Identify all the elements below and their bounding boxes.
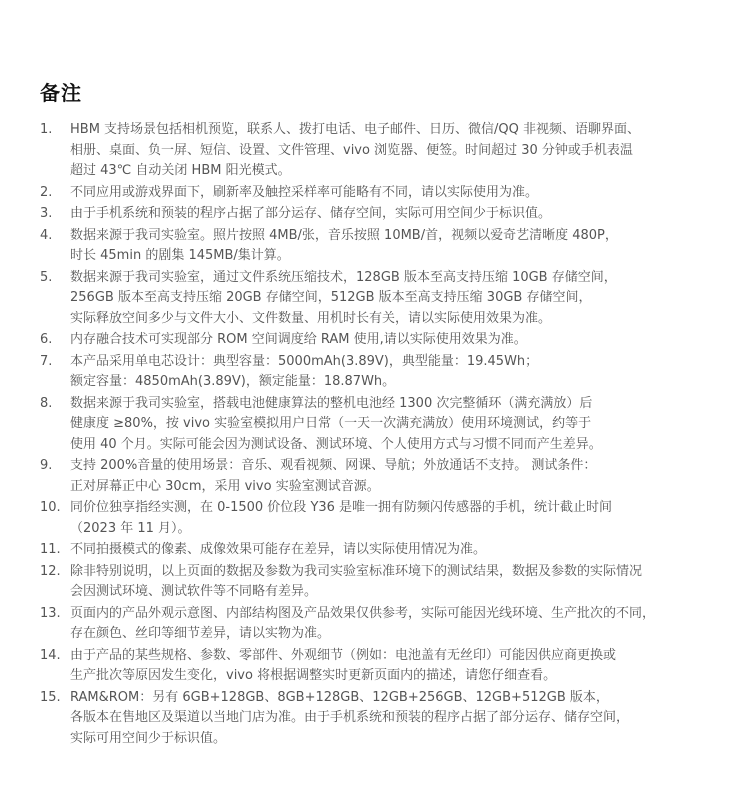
note-text: 本产品采用单电芯设计：典型容量：5000mAh(3.89V)，典型能量：19.45Wh； 额定容量：4850mAh(3.89V)，额定能量：18.87Wh。 [70,353,539,389]
note-text: 不同拍摄模式的像素、成像效果可能存在差异，请以实际使用情况为准。 [70,542,487,557]
note-text: 支持 200%音量的使用场景：音乐、观看视频、网课、导航；外放通话不支持。 测试条件： 正对屏幕正中心 30cm，采用 vivo 实验室测试音源。 [70,458,597,494]
note-item [40,562,720,603]
note-text: RAM&ROM：另有 6GB+128GB、8GB+128GB、12GB+256GB、12GB+512GB 版本， 各版本在售地区及渠道以当地门店为准。由于手机系统和预装的程序占据了部分运存、储存空间， 实际可用空间少于标识值。 [70,689,630,746]
note-number: 4. [40,227,53,243]
note-number: 6. [40,332,53,347]
note-number: 1. [40,122,53,137]
note-item [40,268,720,330]
note-number: 9. [40,458,53,473]
notes-title: 备注 [40,81,82,105]
note-number: 8. [40,395,53,411]
note-text: 数据来源于我司实验室。照片按照 4MB/张，音乐按照 10MB/首，视频以爱奇艺清晰度 480P， 时长 45min 的剧集 145MB/集计算。 [70,227,618,263]
note-number: 11. [40,542,61,557]
note-text: HBM 支持场景包括相机预览，联系人、拨打电话、电子邮件、日历、微信/QQ 非视频、语聊界面、 相册、桌面、负一屏、短信、设置、文件管理、vivo 浏览器、便签。时间超过 30 分钟或手机表温 超过 43℃ 自动关闭 HBM 阳光模式。 [70,122,641,178]
note-number: 5. [40,269,53,285]
note-item [40,688,720,750]
notes-list [40,120,720,750]
note-text: 由于产品的某些规格、参数、零部件、外观细节（例如：电池盖有无丝印）可能因供应商更换或 生产批次等原因发生变化，vivo 将根据调整实时更新页面内的描述，请您仔细查看。 [70,647,617,683]
note-item [40,498,720,539]
note-number: 7. [40,353,53,369]
note-number: 13. [40,605,61,621]
note-text: 由于手机系统和预装的程序占据了部分运存、储存空间，实际可用空间少于标识值。 [70,206,552,221]
note-text: 同价位独享指经实测，在 0-1500 价位段 Y36 是唯一拥有防频闪传感器的手机，统计截止时间 （2023 年 11 月）。 [70,500,613,536]
note-number: 15. [40,689,61,705]
note-item [40,394,720,456]
note-text: 不同应用或游戏界面下，刷新率及触控采样率可能略有不同，请以实际使用为准。 [70,184,539,200]
note-item [40,120,720,182]
note-item [40,456,720,497]
note-text: 数据来源于我司实验室，搭载电池健康算法的整机电池经 1300 次完整循环（满充满放）后 健康度 ≥80%，按 vivo 实验室模拟用户日常（一天一次满充满放）使用环境测试，约等于 使用 40 个月。实际可能会因为测试设备、测试环境、个人使用方式与习惯不同而产生差异。 [70,395,602,452]
note-number: 3. [40,206,53,221]
note-item [40,352,720,393]
note-text: 除非特别说明，以上页面的数据及参数为我司实验室标准环境下的测试结果，数据及参数的实际情况 会因测试环境、测试软件等不同略有差异。 [70,563,643,599]
note-number: 2. [40,184,53,200]
note-item [40,183,720,204]
note-text: 数据来源于我司实验室，通过文件系统压缩技术，128GB 版本至高支持压缩 10GB 存储空间， 256GB 版本至高支持压缩 20GB 存储空间，512GB 版本至高支持压缩 30GB 存储空间， 实际释放空间多少与文件大小、文件数量、用机时长有关，请以实际使用效果为准。 [70,269,617,326]
note-text: 内存融合技术可实现部分 ROM 空间调度给 RAM 使用,请以实际使用效果为准。 [70,332,527,347]
note-item [40,330,720,351]
note-item [40,540,720,561]
note-number: 14. [40,647,61,663]
note-number: 10. [40,500,61,515]
note-text: 页面内的产品外观示意图、内部结构图及产品效果仅供参考，实际可能因光线环境、生产批次的不同， 存在颜色、丝印等细节差异，请以实物为准。 [70,605,656,641]
note-number: 12. [40,563,61,579]
note-item [40,604,720,645]
note-item [40,204,720,225]
note-item [40,646,720,687]
note-item [40,226,720,267]
